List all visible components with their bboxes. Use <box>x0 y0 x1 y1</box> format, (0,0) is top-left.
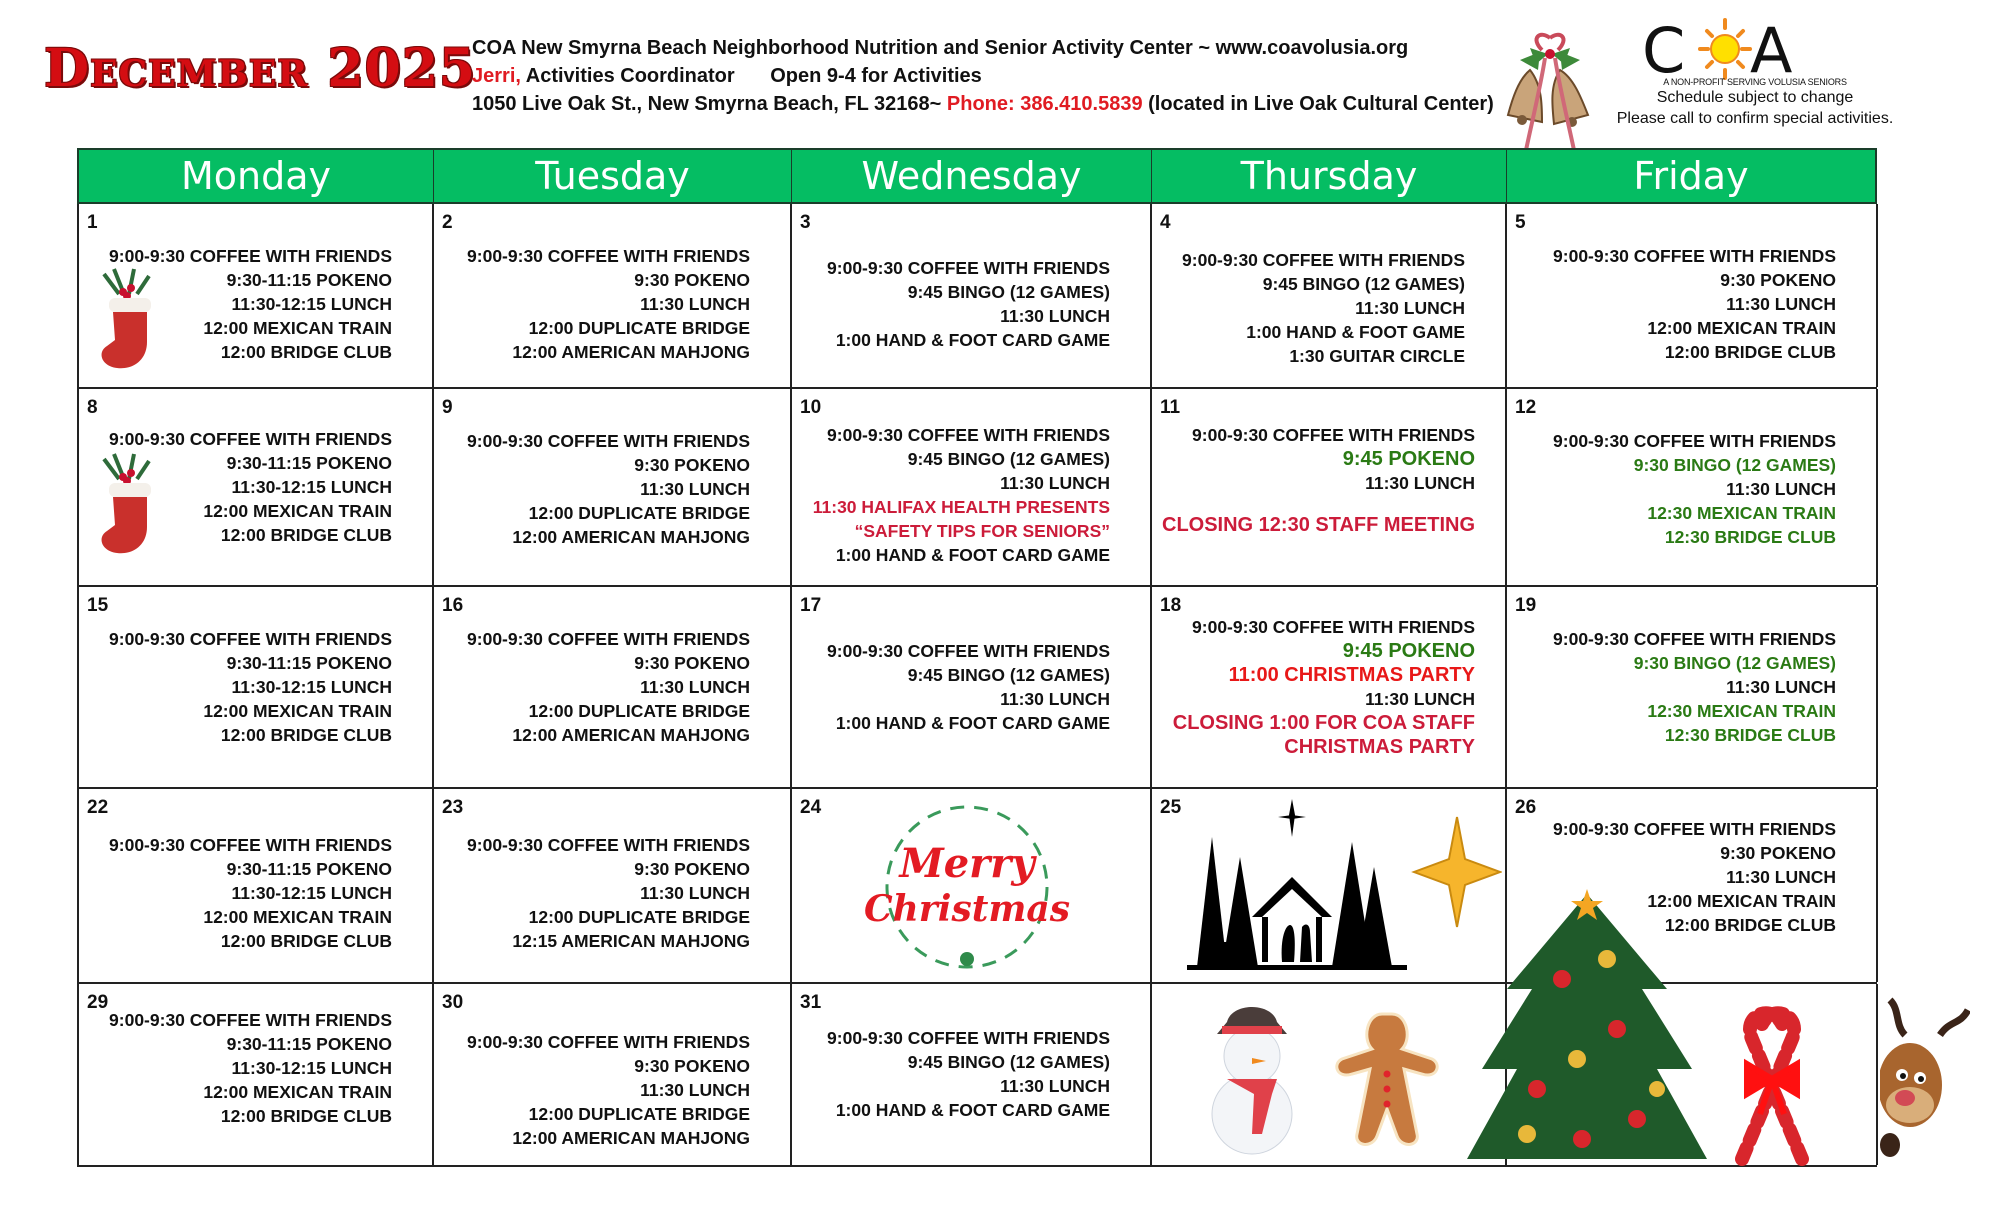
event-item: 9:30 POKENO <box>634 455 750 475</box>
event-item: 9:30-11:15 POKENO <box>226 859 392 879</box>
event-list <box>1553 244 1836 364</box>
day-number: 1 <box>87 212 98 233</box>
header-friday: Friday <box>1633 154 1749 198</box>
event-item: 12:00 DUPLICATE BRIDGE <box>528 907 750 927</box>
event-item: 11:30 LUNCH <box>1000 1076 1110 1096</box>
event-item: 11:00 CHRISTMAS PARTY <box>1228 664 1475 686</box>
reindeer-icon <box>1880 990 1970 1160</box>
event-list <box>827 256 1110 352</box>
event-item: CHRISTMAS PARTY <box>1284 736 1475 758</box>
event-item: 12:00 BRIDGE CLUB <box>1664 342 1836 362</box>
day-number: 26 <box>1515 797 1537 818</box>
nativity-star-icon <box>1182 797 1502 977</box>
day-number: 10 <box>800 397 822 418</box>
event-item: 12:00 BRIDGE CLUB <box>220 931 392 951</box>
event-item: 9:30 POKENO <box>634 1056 750 1076</box>
event-item: 11:30 LUNCH <box>640 294 750 314</box>
event-item: 1:00 HAND & FOOT CARD GAME <box>835 713 1110 733</box>
event-item: 11:30-12:15 LUNCH <box>231 294 392 314</box>
event-item: 12:00 MEXICAN TRAIN <box>203 1082 392 1102</box>
event-item: 9:30 POKENO <box>1720 843 1836 863</box>
event-list <box>1162 423 1475 537</box>
event-list <box>467 429 750 549</box>
coa-logo <box>1640 14 1810 84</box>
stocking-icon <box>89 264 169 374</box>
event-item: 12:30 MEXICAN TRAIN <box>1647 701 1836 721</box>
event-item: “SAFETY TIPS FOR SENIORS” <box>854 521 1110 541</box>
event-item: 9:30 POKENO <box>634 653 750 673</box>
event-item: 11:30 LUNCH <box>1000 689 1110 709</box>
event-item: 9:00-9:30 COFFEE WITH FRIENDS <box>109 1010 392 1030</box>
center-name-line: COA New Smyrna Beach Neighborhood Nutrition and Senior Activity Center ~ www.coavolusia.org <box>472 37 1409 59</box>
header-thursday: Thursday <box>1152 150 1507 202</box>
event-item: 9:00-9:30 COFFEE WITH FRIENDS <box>1192 617 1475 637</box>
event-item: 11:30 LUNCH <box>640 1080 750 1100</box>
event-list <box>813 423 1110 567</box>
address-line <box>472 90 1494 118</box>
logo-subtext <box>1560 77 1950 129</box>
event-item: 9:00-9:30 COFFEE WITH FRIENDS <box>1553 629 1836 649</box>
event-item: 11:30 LUNCH <box>1726 867 1836 887</box>
event-item: 9:45 BINGO (12 GAMES) <box>907 1052 1110 1072</box>
weekday-header <box>77 148 1877 204</box>
event-item: 12:30 BRIDGE CLUB <box>1664 725 1836 745</box>
event-item: 1:00 HAND & FOOT CARD GAME <box>835 545 1110 565</box>
event-item: 11:30 LUNCH <box>1355 298 1465 318</box>
day-cell <box>79 789 434 982</box>
day-cell <box>1152 204 1507 387</box>
day-cell <box>434 587 792 787</box>
day-number: 5 <box>1515 212 1526 233</box>
day-cell <box>434 984 792 1165</box>
event-item: 9:30 POKENO <box>634 270 750 290</box>
event-item: 12:00 AMERICAN MAHJONG <box>512 725 750 745</box>
event-list <box>1182 248 1465 368</box>
event-item: 12:00 AMERICAN MAHJONG <box>512 1128 750 1148</box>
hours: Open 9-4 for Activities <box>770 65 982 87</box>
event-list <box>1173 615 1475 759</box>
day-cell <box>1152 789 1507 982</box>
event-item: 11:30 HALIFAX HEALTH PRESENTS <box>812 497 1110 517</box>
event-item: 12:00 BRIDGE CLUB <box>220 725 392 745</box>
day-cell <box>1507 789 1878 982</box>
event-list <box>109 833 392 953</box>
event-item: 11:30 LUNCH <box>640 677 750 697</box>
svg-text:A: A <box>1750 14 1793 84</box>
day-number: 19 <box>1515 595 1537 616</box>
event-item: 11:30 LUNCH <box>1365 689 1475 709</box>
event-item: 9:00-9:30 COFFEE WITH FRIENDS <box>467 629 750 649</box>
day-cell <box>792 389 1152 585</box>
day-cell <box>434 789 792 982</box>
svg-text:Merry: Merry <box>899 840 1035 887</box>
day-number: 16 <box>442 595 464 616</box>
event-item: 12:00 MEXICAN TRAIN <box>203 701 392 721</box>
event-item: 11:30 LUNCH <box>1000 306 1110 326</box>
event-item: 9:00-9:30 COFFEE WITH FRIENDS <box>109 246 392 266</box>
event-item: 11:30 LUNCH <box>640 479 750 499</box>
event-item: 12:00 BRIDGE CLUB <box>1664 915 1836 935</box>
day-number: 12 <box>1515 397 1537 418</box>
event-list <box>467 627 750 747</box>
week-row <box>77 789 1877 984</box>
event-item: 9:00-9:30 COFFEE WITH FRIENDS <box>827 425 1110 445</box>
event-item: CLOSING 12:30 STAFF MEETING <box>1162 514 1475 536</box>
event-item: 12:00 MEXICAN TRAIN <box>1647 891 1836 911</box>
event-item: 12:00 MEXICAN TRAIN <box>203 907 392 927</box>
day-number: 29 <box>87 992 109 1013</box>
event-item: 12:00 AMERICAN MAHJONG <box>512 527 750 547</box>
event-item: 12:00 DUPLICATE BRIDGE <box>528 701 750 721</box>
event-item: 9:00-9:30 COFFEE WITH FRIENDS <box>1192 425 1475 445</box>
day-cell <box>1507 204 1878 387</box>
event-list <box>467 1030 750 1150</box>
event-item: 9:00-9:30 COFFEE WITH FRIENDS <box>109 835 392 855</box>
event-item: 11:30 LUNCH <box>1726 677 1836 697</box>
event-item: 1:00 HAND & FOOT CARD GAME <box>835 1100 1110 1120</box>
day-number: 25 <box>1160 797 1182 818</box>
day-number: 11 <box>1160 397 1181 418</box>
event-item <box>1162 495 1475 513</box>
event-item: 12:00 BRIDGE CLUB <box>220 525 392 545</box>
calendar-grid <box>77 148 1877 1167</box>
location-note: (located in Live Oak Cultural Center) <box>1148 93 1494 115</box>
day-number: 3 <box>800 212 811 233</box>
header-wednesday: Wednesday <box>792 150 1152 202</box>
day-number: 18 <box>1160 595 1182 616</box>
snowman-gingerbread-icon <box>1192 994 1492 1164</box>
merry-christmas-icon <box>862 799 1072 974</box>
day-cell <box>792 984 1152 1165</box>
event-item: 9:00-9:30 COFFEE WITH FRIENDS <box>1553 819 1836 839</box>
event-list <box>467 244 750 364</box>
day-cell <box>79 587 434 787</box>
event-item: 9:30-11:15 POKENO <box>226 653 392 673</box>
event-item: 9:00-9:30 COFFEE WITH FRIENDS <box>1553 431 1836 451</box>
event-item: 9:45 BINGO (12 GAMES) <box>907 449 1110 469</box>
day-cell <box>79 204 434 387</box>
event-item: 9:45 BINGO (12 GAMES) <box>1262 274 1465 294</box>
day-cell <box>434 204 792 387</box>
event-item: 1:00 HAND & FOOT CARD GAME <box>835 330 1110 350</box>
event-item: 11:30 LUNCH <box>1000 473 1110 493</box>
event-item: 11:30 LUNCH <box>1365 473 1475 493</box>
event-item: 12:00 MEXICAN TRAIN <box>203 318 392 338</box>
event-item: 12:00 AMERICAN MAHJONG <box>512 342 750 362</box>
day-cell <box>79 389 434 585</box>
event-item: 9:30 POKENO <box>634 859 750 879</box>
event-item: 12:30 MEXICAN TRAIN <box>1647 503 1836 523</box>
day-number: 17 <box>800 595 822 616</box>
event-item: 9:00-9:30 COFFEE WITH FRIENDS <box>827 258 1110 278</box>
event-item: 9:00-9:30 COFFEE WITH FRIENDS <box>467 246 750 266</box>
event-item: 9:00-9:30 COFFEE WITH FRIENDS <box>827 641 1110 661</box>
day-cell <box>1152 984 1507 1165</box>
week-row <box>77 204 1877 389</box>
address: 1050 Live Oak St., New Smyrna Beach, FL 32168~ <box>472 93 942 115</box>
center-info <box>472 34 1494 118</box>
coordinator-line <box>472 62 1494 90</box>
event-item: 9:45 POKENO <box>1342 640 1475 662</box>
event-item: 12:00 DUPLICATE BRIDGE <box>528 1104 750 1124</box>
event-item: 11:30 LUNCH <box>1726 294 1836 314</box>
schedule-note-1: Schedule subject to change <box>1656 89 1854 106</box>
event-item: 12:00 MEXICAN TRAIN <box>203 501 392 521</box>
day-number: 23 <box>442 797 464 818</box>
schedule-note-2: Please call to confirm special activities. <box>1616 110 1894 127</box>
event-item: 9:45 POKENO <box>1342 448 1475 470</box>
event-item: 1:30 GUITAR CIRCLE <box>1289 346 1465 366</box>
event-item: 12:00 BRIDGE CLUB <box>220 1106 392 1126</box>
day-cell <box>792 204 1152 387</box>
event-item: 9:00-9:30 COFFEE WITH FRIENDS <box>467 835 750 855</box>
stocking-icon <box>89 449 169 559</box>
day-cell <box>1152 389 1507 585</box>
event-item: 11:30-12:15 LUNCH <box>231 1058 392 1078</box>
day-cell <box>79 984 434 1165</box>
calendar-rows <box>77 204 1877 1167</box>
event-list <box>827 1026 1110 1122</box>
event-item: 9:30 BINGO (12 GAMES) <box>1633 455 1836 475</box>
day-cell <box>1507 587 1878 787</box>
event-item: 9:00-9:30 COFFEE WITH FRIENDS <box>109 629 392 649</box>
coordinator-role: Activities Coordinator <box>525 65 735 87</box>
event-item: 9:00-9:30 COFFEE WITH FRIENDS <box>1553 246 1836 266</box>
event-item: CLOSING 1:00 FOR COA STAFF <box>1172 712 1475 734</box>
day-number: 24 <box>800 797 822 818</box>
event-item: 12:30 BRIDGE CLUB <box>1664 527 1836 547</box>
event-item: 12:00 BRIDGE CLUB <box>220 342 392 362</box>
event-item: 1:00 HAND & FOOT GAME <box>1246 322 1465 342</box>
day-cell <box>434 389 792 585</box>
event-list <box>827 639 1110 735</box>
event-item: 12:00 DUPLICATE BRIDGE <box>528 318 750 338</box>
day-number: 22 <box>87 797 109 818</box>
event-list <box>109 627 392 747</box>
event-list <box>1553 627 1836 747</box>
svg-text:Christmas: Christmas <box>863 888 1071 930</box>
event-item: 9:00-9:30 COFFEE WITH FRIENDS <box>1182 250 1465 270</box>
event-item: 11:30-12:15 LUNCH <box>231 883 392 903</box>
day-number: 4 <box>1160 212 1171 233</box>
coordinator-name: Jerri, <box>472 65 521 87</box>
week-row <box>77 389 1877 587</box>
day-number: 8 <box>87 397 98 418</box>
day-number: 9 <box>442 397 453 418</box>
day-number: 15 <box>87 595 109 616</box>
event-item: 9:30-11:15 POKENO <box>226 1034 392 1054</box>
month-title: December 2025 <box>44 38 477 99</box>
event-item: 11:30 LUNCH <box>640 883 750 903</box>
event-item: 9:30-11:15 POKENO <box>226 453 392 473</box>
event-item: 12:15 AMERICAN MAHJONG <box>512 931 750 951</box>
svg-text:C: C <box>1642 14 1686 84</box>
event-item: 11:30-12:15 LUNCH <box>231 677 392 697</box>
week-row <box>77 587 1877 789</box>
day-number: 31 <box>800 992 822 1013</box>
day-number: 2 <box>442 212 453 233</box>
event-item: 9:45 BINGO (12 GAMES) <box>907 665 1110 685</box>
event-list <box>109 1008 392 1128</box>
logo-tagline: A NON-PROFIT SERVING VOLUSIA SENIORS <box>1663 77 1847 87</box>
event-item: 9:30 POKENO <box>1720 270 1836 290</box>
christmas-tree-icon <box>1467 884 1707 1174</box>
event-item: 11:30-12:15 LUNCH <box>231 477 392 497</box>
event-item: 9:00-9:30 COFFEE WITH FRIENDS <box>827 1028 1110 1048</box>
candy-cane-icon <box>1712 999 1832 1169</box>
event-item: 9:45 BINGO (12 GAMES) <box>907 282 1110 302</box>
phone: Phone: 386.410.5839 <box>946 93 1143 115</box>
event-list <box>1553 429 1836 549</box>
event-item: 11:30 LUNCH <box>1726 479 1836 499</box>
event-list <box>467 833 750 953</box>
header-tuesday: Tuesday <box>434 150 792 202</box>
day-cell <box>1507 389 1878 585</box>
day-number: 30 <box>442 992 464 1013</box>
day-cell <box>1152 587 1507 787</box>
event-item: 12:00 DUPLICATE BRIDGE <box>528 503 750 523</box>
event-item: 9:00-9:30 COFFEE WITH FRIENDS <box>467 1032 750 1052</box>
event-item: 9:30 BINGO (12 GAMES) <box>1633 653 1836 673</box>
day-cell <box>792 789 1152 982</box>
header-monday: Monday <box>79 150 434 202</box>
event-item: 9:30-11:15 POKENO <box>226 270 392 290</box>
day-cell <box>792 587 1152 787</box>
event-item: 12:00 MEXICAN TRAIN <box>1647 318 1836 338</box>
event-item: 9:00-9:30 COFFEE WITH FRIENDS <box>467 431 750 451</box>
event-item: 9:00-9:30 COFFEE WITH FRIENDS <box>109 429 392 449</box>
